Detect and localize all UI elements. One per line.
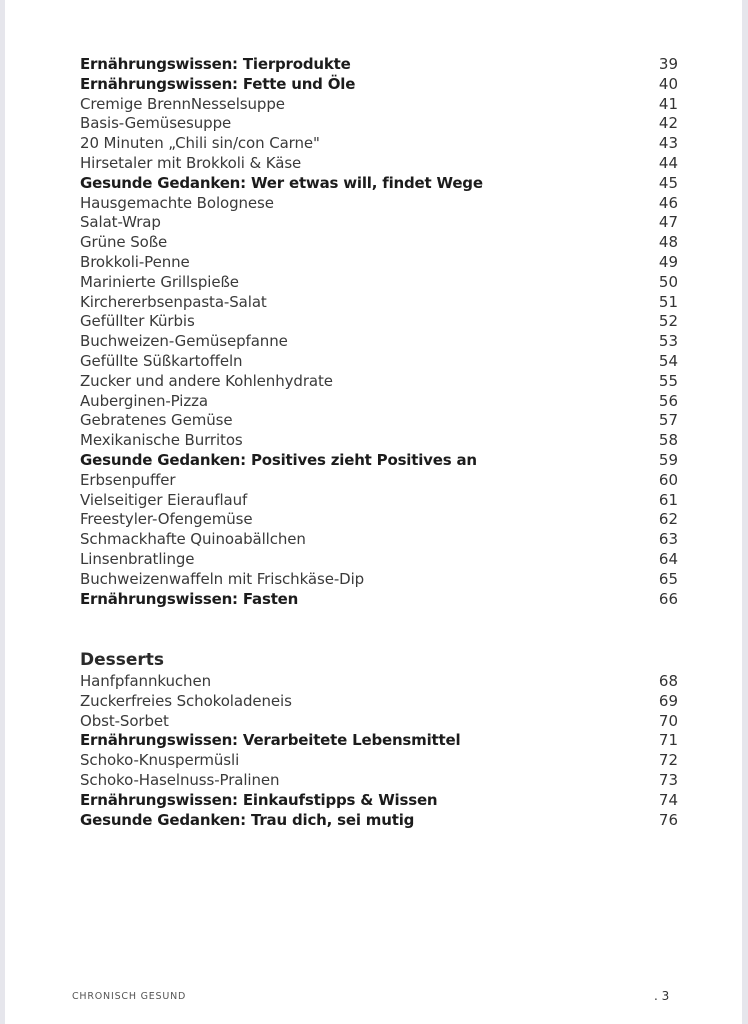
toc-entry[interactable] xyxy=(80,213,678,233)
toc-entry[interactable] xyxy=(80,174,678,194)
toc-entry-page: 63 xyxy=(658,530,678,549)
toc-entry-page: 46 xyxy=(658,193,678,212)
toc-entry-page: 61 xyxy=(658,490,678,509)
toc-entry[interactable] xyxy=(80,55,678,75)
toc-entry-page: 55 xyxy=(658,371,678,390)
toc-entry-page: 64 xyxy=(658,549,678,568)
toc-entry[interactable] xyxy=(80,352,678,372)
toc-entry-title: Marinierte Grillspieße xyxy=(80,272,239,291)
toc-entry-title: Zucker und andere Kohlenhydrate xyxy=(80,371,333,390)
toc-entry[interactable] xyxy=(80,791,678,811)
toc-entry[interactable] xyxy=(80,811,678,831)
toc-entry-title: Obst-Sorbet xyxy=(80,711,169,730)
toc-entry-title: Gebratenes Gemüse xyxy=(80,411,233,430)
toc-entry[interactable] xyxy=(80,471,678,491)
toc-entry-title: Gefüllte Süßkartoffeln xyxy=(80,351,243,370)
toc-entry-page: 53 xyxy=(658,332,678,351)
table-of-contents xyxy=(80,55,678,609)
toc-entry[interactable] xyxy=(80,530,678,550)
toc-entry-title: Ernährungswissen: Fette und Öle xyxy=(80,74,356,93)
toc-entry-page: 57 xyxy=(658,411,678,430)
toc-entry-page: 60 xyxy=(658,470,678,489)
toc-entry[interactable] xyxy=(80,372,678,392)
toc-entry[interactable] xyxy=(80,550,678,570)
toc-entry-title: Grüne Soße xyxy=(80,233,168,252)
toc-entry-page: 45 xyxy=(658,173,678,192)
footer-book-title: CHRONISCH GESUND xyxy=(72,991,187,1002)
toc-entry-title: Brokkoli-Penne xyxy=(80,252,190,271)
toc-entry-title: Schmackhafte Quinoabällchen xyxy=(80,530,306,549)
toc-entry[interactable] xyxy=(80,233,678,253)
toc-entry-page: 62 xyxy=(658,510,678,529)
toc-entry-page: 73 xyxy=(658,770,678,789)
toc-entry-page: 51 xyxy=(658,292,678,311)
toc-entry[interactable] xyxy=(80,692,678,712)
toc-entry-title: Hirsetaler mit Brokkoli & Käse xyxy=(80,153,302,172)
toc-entry-title: Salat-Wrap xyxy=(80,213,161,232)
toc-entry-page: 65 xyxy=(658,569,678,588)
toc-entry-page: 70 xyxy=(658,711,678,730)
toc-entry-title: Ernährungswissen: Verarbeitete Lebensmittel xyxy=(80,731,461,750)
toc-entry-page: 48 xyxy=(658,233,678,252)
toc-entry-title: Hausgemachte Bolognese xyxy=(80,193,274,212)
toc-entry-title: Vielseitiger Eierauflauf xyxy=(80,490,248,509)
toc-entry-page: 50 xyxy=(658,272,678,291)
page-edge-right xyxy=(742,0,748,1024)
toc-entry[interactable] xyxy=(80,134,678,154)
toc-entry[interactable] xyxy=(80,114,678,134)
toc-entry[interactable] xyxy=(80,293,678,313)
toc-entry-title: Gefüllter Kürbis xyxy=(80,312,195,331)
table-of-contents-desserts xyxy=(80,672,678,830)
toc-entry[interactable] xyxy=(80,491,678,511)
toc-entry[interactable] xyxy=(80,431,678,451)
toc-entry-title: Mexikanische Burritos xyxy=(80,431,243,450)
page-edge-left xyxy=(0,0,5,1024)
toc-entry-title: Schoko-Knuspermüsli xyxy=(80,751,240,770)
toc-entry-page: 43 xyxy=(658,134,678,153)
toc-entry[interactable] xyxy=(80,332,678,352)
toc-entry-page: 66 xyxy=(658,589,678,608)
toc-entry-title: Ernährungswissen: Einkaufstipps & Wissen xyxy=(80,790,438,809)
toc-entry-title: Ernährungswissen: Fasten xyxy=(80,589,299,608)
toc-entry[interactable] xyxy=(80,451,678,471)
toc-entry[interactable] xyxy=(80,312,678,332)
toc-entry-page: 41 xyxy=(658,94,678,113)
toc-entry-page: 68 xyxy=(658,672,678,690)
toc-entry-page: 49 xyxy=(658,252,678,271)
toc-entry-title: Gesunde Gedanken: Wer etwas will, findet Wege xyxy=(80,173,483,192)
toc-entry[interactable] xyxy=(80,570,678,590)
toc-entry-page: 40 xyxy=(658,74,678,93)
toc-entry-title: 20 Minuten „Chili sin/con Carne" xyxy=(80,134,320,153)
toc-entry[interactable] xyxy=(80,154,678,174)
toc-entry-page: 47 xyxy=(658,213,678,232)
toc-entry[interactable] xyxy=(80,75,678,95)
toc-entry[interactable] xyxy=(80,731,678,751)
toc-entry-page: 52 xyxy=(658,312,678,331)
toc-entry-title: Linsenbratlinge xyxy=(80,549,195,568)
toc-entry[interactable] xyxy=(80,510,678,530)
toc-entry[interactable] xyxy=(80,751,678,771)
toc-entry-page: 56 xyxy=(658,391,678,410)
toc-entry-title: Gesunde Gedanken: Trau dich, sei mutig xyxy=(80,810,415,829)
toc-entry[interactable] xyxy=(80,411,678,431)
toc-entry-title: Cremige BrennNesselsuppe xyxy=(80,94,285,113)
toc-entry[interactable] xyxy=(80,771,678,791)
toc-entry-title: Freestyler-Ofengemüse xyxy=(80,510,253,529)
toc-entry-title: Gesunde Gedanken: Positives zieht Positives an xyxy=(80,450,477,469)
toc-entry[interactable] xyxy=(80,253,678,273)
toc-entry[interactable] xyxy=(80,194,678,214)
toc-entry-title: Buchweizen-Gemüsepfanne xyxy=(80,332,288,351)
toc-entry[interactable] xyxy=(80,95,678,115)
toc-entry-page: 71 xyxy=(658,731,678,750)
toc-entry-title: Basis-Gemüsesuppe xyxy=(80,114,232,133)
toc-entry-title: Schoko-Haselnuss-Pralinen xyxy=(80,770,280,789)
toc-entry-page: 59 xyxy=(658,450,678,469)
toc-entry-page: 74 xyxy=(658,790,678,809)
toc-entry-page: 42 xyxy=(658,114,678,133)
toc-entry-title: Kirchererbsenpasta-Salat xyxy=(80,292,267,311)
toc-entry-title: Buchweizenwaffeln mit Frischkäse-Dip xyxy=(80,569,365,588)
footer-page-number: . 3 xyxy=(654,989,670,1003)
toc-entry[interactable] xyxy=(80,392,678,412)
toc-entry[interactable] xyxy=(80,712,678,732)
toc-entry-page: 58 xyxy=(658,431,678,450)
toc-entry-page: 69 xyxy=(658,691,678,710)
section-heading-desserts: Desserts xyxy=(80,650,165,670)
toc-entry-title: Ernährungswissen: Tierprodukte xyxy=(80,55,351,73)
toc-entry-title: Hanfpfannkuchen xyxy=(80,672,211,690)
toc-entry[interactable] xyxy=(80,590,678,610)
toc-entry-page: 39 xyxy=(658,55,678,73)
toc-entry-title: Erbsenpuffer xyxy=(80,470,176,489)
toc-entry-page: 72 xyxy=(658,751,678,770)
toc-entry-page: 44 xyxy=(658,153,678,172)
toc-entry-page: 76 xyxy=(658,810,678,829)
toc-entry-page: 54 xyxy=(658,351,678,370)
toc-entry[interactable] xyxy=(80,672,678,692)
toc-entry-title: Zuckerfreies Schokoladeneis xyxy=(80,691,292,710)
toc-entry[interactable] xyxy=(80,273,678,293)
toc-entry-title: Auberginen-Pizza xyxy=(80,391,208,410)
